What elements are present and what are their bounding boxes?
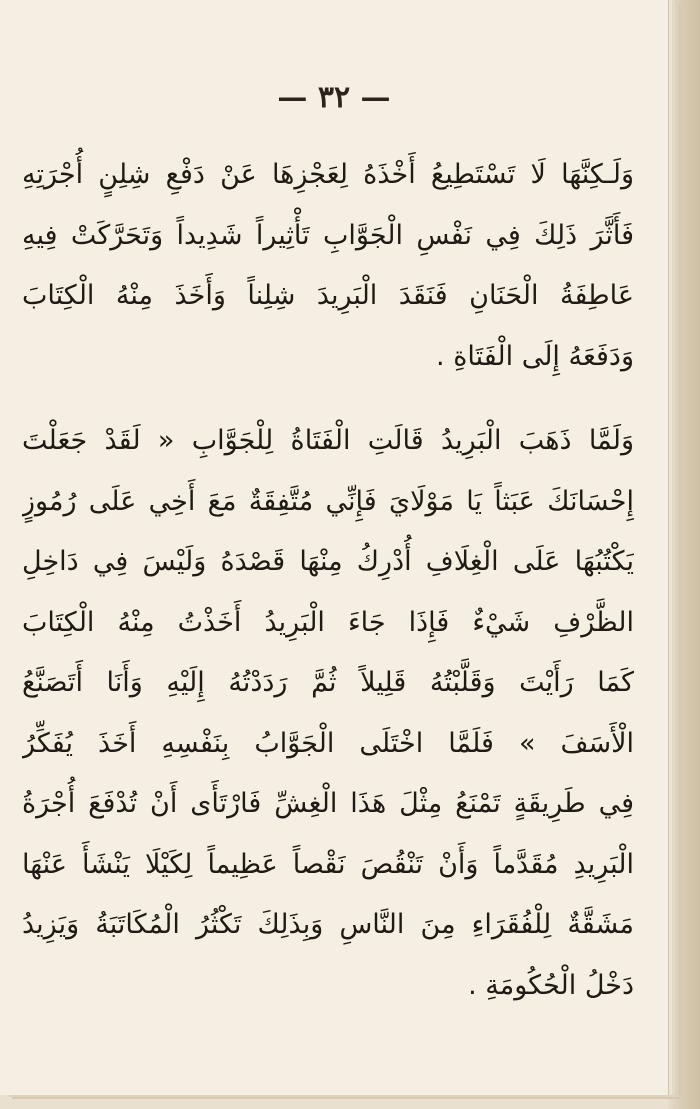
text-line: الظَّرْفِ شَيْءٌ فَإِذَا جَاءَ الْبَرِيدُ أَخَذْتُ مِنْهُ الْكِتَابَ: [22, 606, 634, 638]
text-line: يَكْتُبُهَا عَلَى الْغِلَافِ أُدْرِكُ مِنْهَا قَصْدَهُ وَلَيْسَ فِي دَاخِلِ: [22, 546, 634, 577]
paragraph: [22, 145, 634, 387]
text-line: الْبَرِيدِ مُقَدَّماً وَأَنْ تَنْقُصَ نَقْصاً عَظِيماً لِكَيْلَا يَنْشَأَ عَنْهَا: [22, 848, 634, 880]
body-text: [22, 145, 634, 1016]
text-line: إِحْسَانَكَ عَبَثاً يَا مَوْلَايَ فَإِنِّي مُتَّفِقَةٌ مَعَ أَخِي عَلَى رُمُوزٍ: [22, 485, 634, 517]
text-line: وَدَفَعَهُ إِلَى الْفَتَاةِ .: [436, 340, 634, 372]
page-edge: [668, 0, 700, 1109]
text-line: فِي طَرِيقَةٍ تَمْنَعُ مِثْلَ هَذَا الْغِشِّ فَارْتَأَى أَنْ تُدْفَعَ أُجْرَةُ: [22, 788, 634, 819]
text-line: وَلَـكِنَّهَا لَا تَسْتَطِيعُ أَخْذَهُ لِعَجْزِهَا عَنْ دَفْعِ شِلِنٍ أُجْرَتِهِ: [22, 159, 634, 190]
text-line: وَلَمَّا ذَهَبَ الْبَرِيدُ قَالَتِ الْفَتَاةُ لِلْجَوَّابِ « لَقَدْ جَعَلْتَ: [22, 425, 634, 456]
page-number: — ٣٢ —: [277, 80, 391, 115]
text-line: مَشَقَّةٌ لِلْفُقَرَاءِ مِنَ النَّاسِ وَبِذَلِكَ تَكْثُرُ الْمُكَاتَبَةُ وَيَزِيدُ: [22, 909, 634, 940]
text-line: فَأَثَّرَ ذَلِكَ فِي نَفْسِ الْجَوَّابِ تَأْثِيراً شَدِيداً وَتَحَرَّكَتْ فِيهِ: [22, 219, 634, 251]
paragraph: [22, 411, 634, 1016]
text-line: دَخْلُ الْحُكُومَةِ .: [468, 969, 634, 1001]
text-line: كَمَا رَأَيْتَ وَقَلَّبْتُهُ قَلِيلاً ثُمَّ رَدَدْتُهُ إِلَيْهِ وَأَنَا أَتَصَنَّعُ: [22, 667, 634, 698]
text-line: عَاطِفَةُ الْحَنَانِ فَنَقَدَ الْبَرِيدَ شِلِناً وَأَخَذَ مِنْهُ الْكِتَابَ: [22, 280, 634, 311]
text-line: الْأَسَفَ » فَلَمَّا اخْتَلَى الْجَوَّابُ بِنَفْسِهِ أَخَذَ يُفَكِّرُ: [22, 727, 634, 759]
